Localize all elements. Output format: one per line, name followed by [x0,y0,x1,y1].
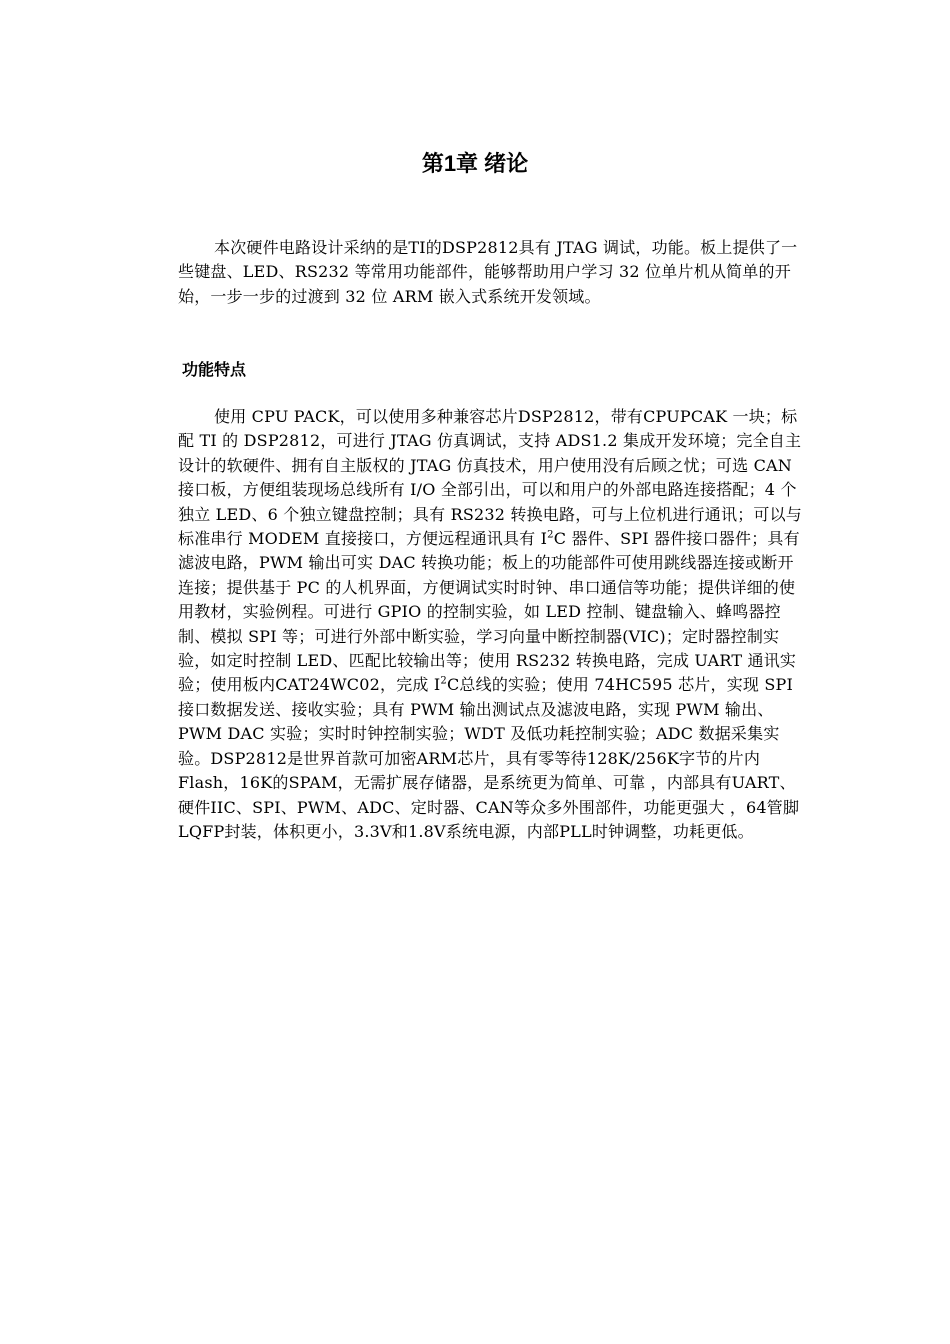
features-text-part-1: 使用 CPU PACK，可以使用多种兼容芯片DSP2812，带有CPUPCAK 一块；标配 TI 的 DSP2812，可进行 JTAG 仿真调试，支持 ADS1.2 集成开发环境；完全自主设计的软硬件、拥有自主版权的 JTAG 仿真技术，用户使用没有后顾之忧；可选 CAN 接口板，方便组装现场总线所有 I/O 全部引出，可以和用户的外部电路连接搭配；4 个独立 LED、6 个独立键盘控制；具有 RS232 转换电路，可与上位机进行通讯；可以与标准串行 MODEM 直接接口，方便远程通讯具有 I [178,407,803,549]
features-paragraph [178,405,804,844]
section-heading-features: 功能特点 [182,360,247,379]
chapter-title: 第1章 绪论 [421,151,529,176]
intro-paragraph: 本次硬件电路设计采纳的是TI的DSP2812具有 JTAG 调试，功能。板上提供了一些键盘、LED、RS232 等常用功能部件，能够帮助用户学习 32 位单片机从简单的开始，一步一步的过渡到 32 位 ARM 嵌入式系统开发领域。 [178,238,798,306]
superscript-2: 2 [440,676,447,688]
features-text-part-3: C总线的实验；使用 74HC595 芯片，实现 SPI 接口数据发送、接收实验；具有 PWM 输出测试点及滤波电路，实现 PWM 输出、PWM DAC 实验；实时时钟控制实验；WDT 及低功耗控制实验；ADC 数据采集实验。DSP2812是世界首款可加密ARM芯片，具有零等待128K/256K字节的片内Flash，16K的SPAM，无需扩展存储器，是系统更为简单、可靠 ，内部具有UART、硬件IIC、SPI、PWM、ADC、定时器、CAN等众多外围部件，功能更强大 ，64管脚LQFP封装，体积更小，3.3V和1.8V系统电源，内部PLL时钟调整，功耗更低。 [178,675,800,841]
superscript-2: 2 [547,529,554,541]
features-text-part-2: C 器件、SPI 器件接口器件；具有滤波电路，PWM 输出可实 DAC 转换功能；板上的功能部件可使用跳线器连接或断开连接；提供基于 PC 的人机界面，方便调试实时时钟、串口通信等功能；提供详细的使用教材，实验例程。可进行 GPIO 的控制实验，如 LED 控制、键盘输入、蜂鸣器控制、模拟 SPI 等；可进行外部中断实验，学习向量中断控制器(VIC)；定时器控制实验，如定时控制 LED、匹配比较输出等；使用 RS232 转换电路，完成 UART 通讯实验；使用板内CAT24WC02，完成 I [178,529,800,695]
